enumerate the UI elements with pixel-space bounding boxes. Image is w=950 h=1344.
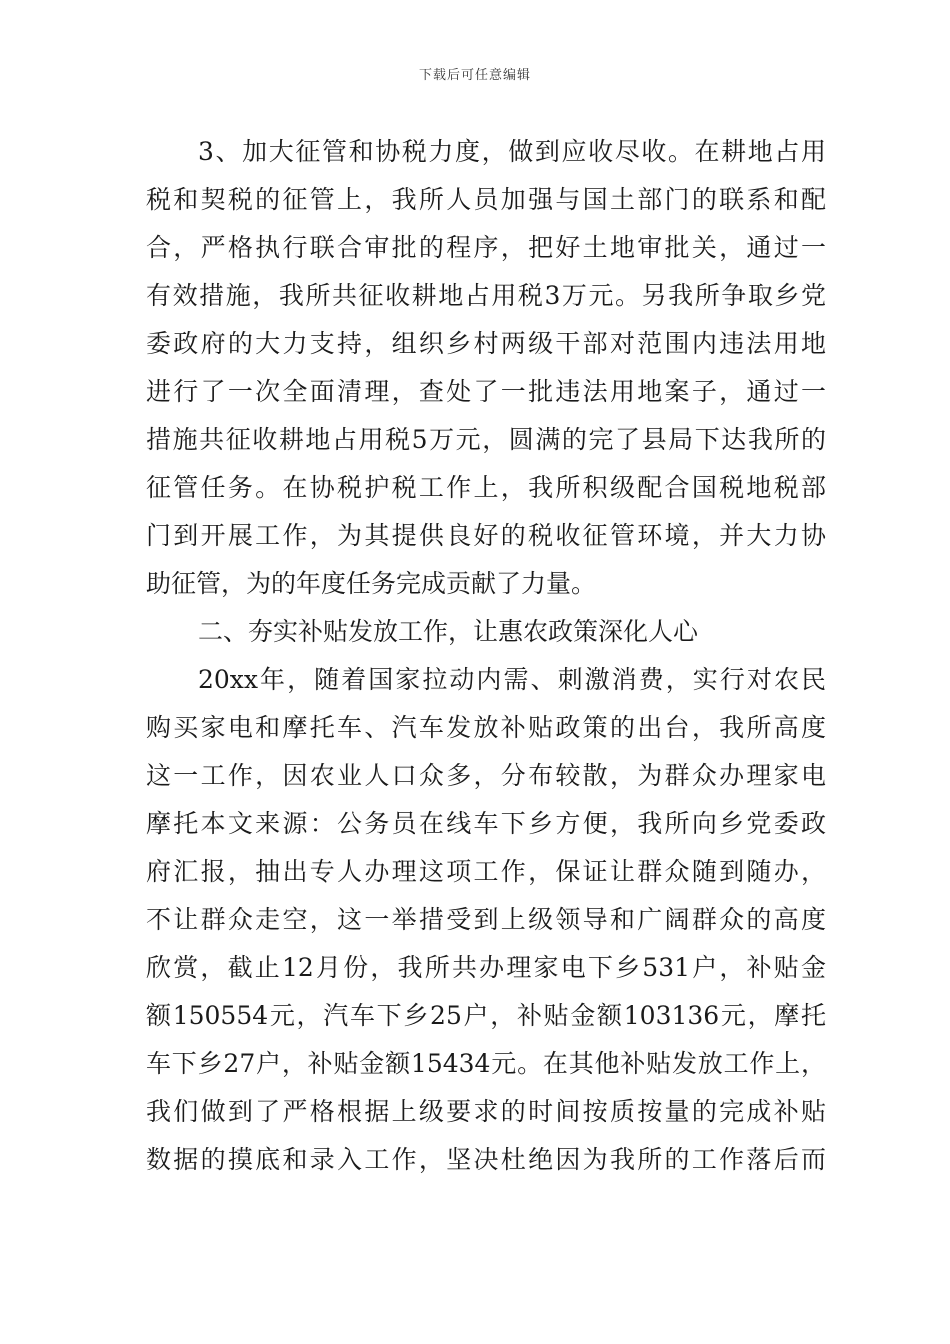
paragraph-line: 合，严格执行联合审批的程序，把好土地审批关，通过一 [146, 233, 826, 262]
paragraph-line: 3、加大征管和协税力度，做到应收尽收。在耕地占用 [198, 137, 826, 166]
paragraph-line: 委政府的大力支持，组织乡村两级干部对范围内违法用地 [146, 329, 826, 358]
section-heading: 二、夯实补贴发放工作，让惠农政策深化人心 [198, 617, 699, 646]
paragraph-line: 这一工作，因农业人口众多，分布较散，为群众办理家电 [146, 761, 826, 790]
paragraph-line: 助征管，为的年度任务完成贡献了力量。 [146, 569, 597, 598]
paragraph-line: 有效措施，我所共征收耕地占用税3万元。另我所争取乡党 [146, 281, 826, 310]
paragraph-line: 税和契税的征管上，我所人员加强与国土部门的联系和配 [146, 185, 826, 214]
paragraph-line: 额150554元，汽车下乡25户，补贴金额103136元，摩托 [146, 1001, 826, 1030]
paragraph-line: 进行了一次全面清理，查处了一批违法用地案子，通过一 [146, 377, 826, 406]
paragraph-line: 我们做到了严格根据上级要求的时间按质按量的完成补贴 [146, 1097, 826, 1126]
paragraph-line: 欣赏，截止12月份，我所共办理家电下乡531户，补贴金 [146, 953, 826, 982]
paragraph-line: 20xx年，随着国家拉动内需、刺激消费，实行对农民 [198, 665, 826, 694]
page-header-note: 下载后可任意编辑 [418, 68, 531, 83]
paragraph-line: 措施共征收耕地占用税5万元，圆满的完了县局下达我所的 [146, 425, 826, 454]
paragraph-line: 征管任务。在协税护税工作上，我所积级配合国税地税部 [146, 473, 826, 502]
paragraph-line: 不让群众走空，这一举措受到上级领导和广阔群众的高度 [146, 905, 826, 934]
document-body [146, 128, 826, 1184]
paragraph-line: 数据的摸底和录入工作，坚决杜绝因为我所的工作落后而 [146, 1145, 826, 1174]
paragraph-line: 车下乡27户，补贴金额15434元。在其他补贴发放工作上， [146, 1049, 826, 1078]
paragraph-line: 门到开展工作，为其提供良好的税收征管环境，并大力协 [146, 521, 826, 550]
paragraph-line: 府汇报，抽出专人办理这项工作，保证让群众随到随办， [146, 857, 826, 886]
paragraph-line: 购买家电和摩托车、汽车发放补贴政策的出台，我所高度 [146, 713, 826, 742]
paragraph-line: 摩托本文来源：公务员在线车下乡方便，我所向乡党委政 [146, 809, 826, 838]
